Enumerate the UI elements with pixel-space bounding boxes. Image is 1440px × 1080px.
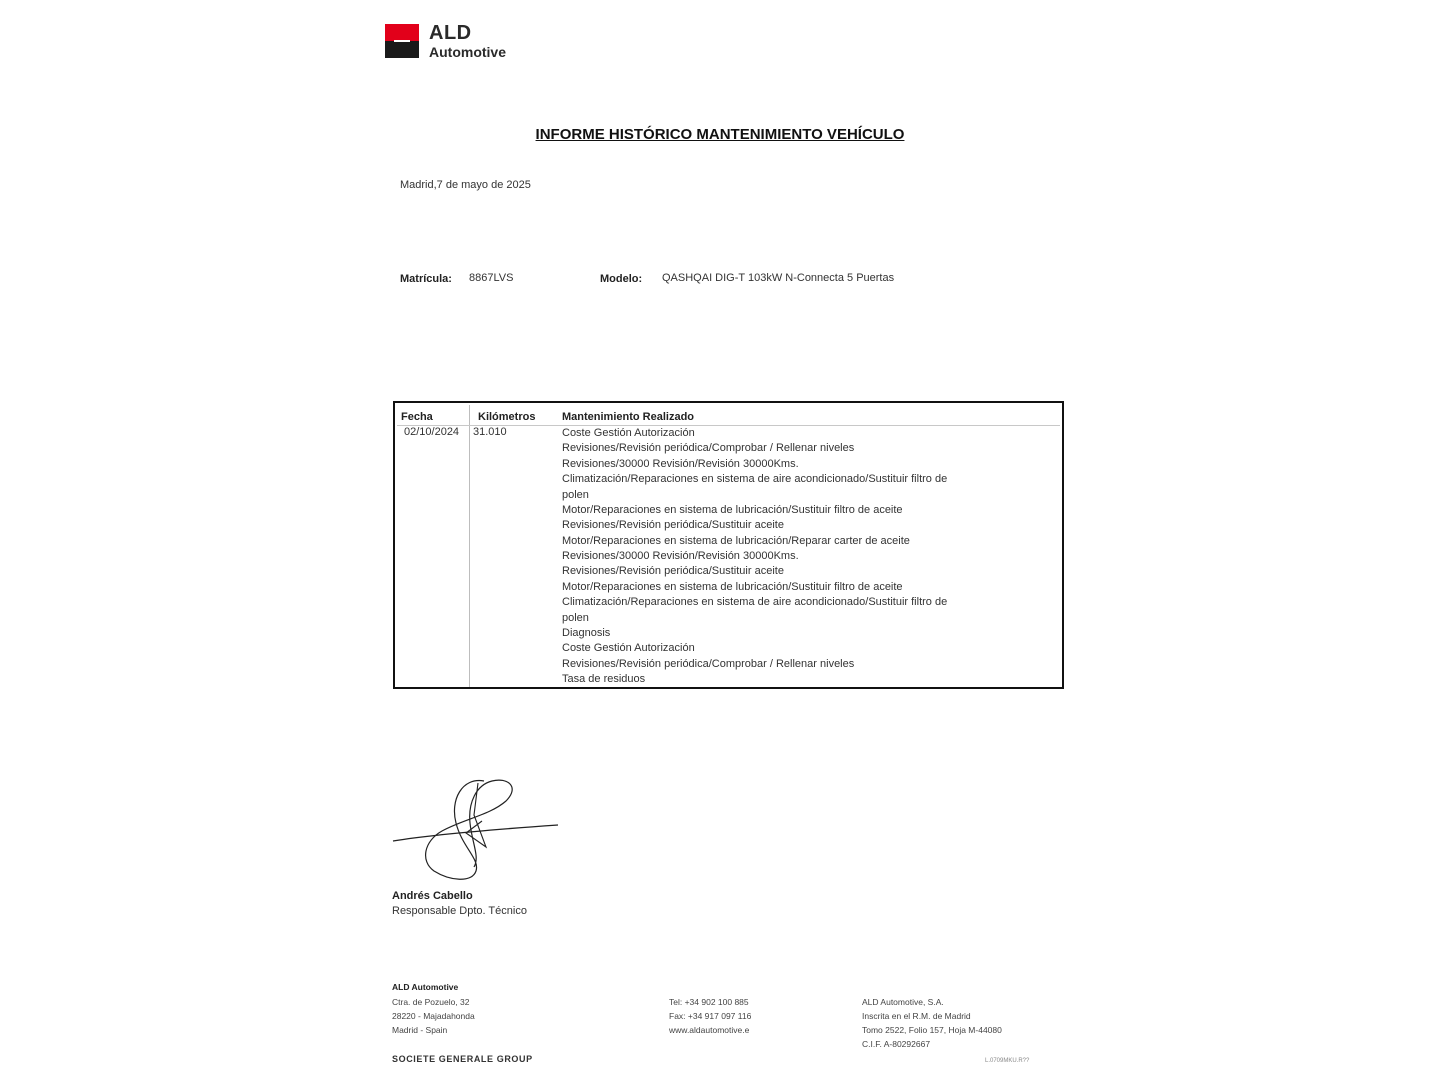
footer-ref-code: L.0709MKU.R?? [985,1058,1030,1064]
footer-tel: Tel: +34 902 100 885 [669,997,749,1007]
footer-address [392,995,475,1037]
model-label: Modelo: [600,273,643,285]
header-maintenance: Mantenimiento Realizado [562,411,695,423]
footer-legal [862,995,1002,1051]
header-date: Fecha [401,411,433,423]
plate-label: Matrícula: [400,273,452,285]
maintenance-item: Revisiones/Revisión periódica/Comprobar / Rellenar niveles [562,442,855,454]
maintenance-item: Motor/Reparaciones en sistema de lubricación/Sustituir filtro de aceite [562,581,903,593]
footer-address-line: Ctra. de Pozuelo, 32 [392,997,470,1007]
maintenance-table [393,401,1064,689]
footer-contact [669,995,751,1037]
footer-group-name: SOCIETE GENERALE GROUP [392,1054,533,1064]
footer-address-line: 28220 - Majadahonda [392,1011,475,1021]
maintenance-item: Diagnosis [562,627,611,639]
maintenance-item: Revisiones/Revisión periódica/Comprobar / Rellenar niveles [562,658,855,670]
maintenance-item: polen [562,612,589,624]
footer-web: www.aldautomotive.e [669,1025,750,1035]
ald-logo-mark [385,24,419,58]
row-date: 02/10/2024 [404,426,460,438]
footer-legal-line: C.I.F. A-80292667 [862,1039,931,1049]
maintenance-item: Motor/Reparaciones en sistema de lubricación/Reparar carter de aceite [562,535,910,547]
footer-fax: Fax: +34 917 097 116 [669,1011,752,1021]
maintenance-item: Motor/Reparaciones en sistema de lubricación/Sustituir filtro de aceite [562,504,903,516]
maintenance-item: Coste Gestión Autorización [562,642,695,654]
maintenance-item: Revisiones/Revisión periódica/Sustituir aceite [562,519,784,531]
maintenance-item: polen [562,489,589,501]
model-value: QASHQAI DIG-T 103kW N-Connecta 5 Puertas [662,272,895,284]
footer-address-line: Madrid - Spain [392,1025,448,1035]
footer-company: ALD Automotive [392,982,459,992]
column-divider [469,405,470,687]
maintenance-item: Revisiones/30000 Revisión/Revisión 30000Kms. [562,458,799,470]
header-km: Kilómetros [478,411,536,423]
row-km: 31.010 [473,426,507,438]
maintenance-item: Coste Gestión Autorización [562,427,695,439]
signer-name: Andrés Cabello [392,890,473,902]
signer-role: Responsable Dpto. Técnico [392,905,527,917]
maintenance-item: Revisiones/Revisión periódica/Sustituir aceite [562,565,784,577]
date-line: Madrid,7 de mayo de 2025 [400,179,531,191]
maintenance-item: Revisiones/30000 Revisión/Revisión 30000Kms. [562,550,799,562]
maintenance-item: Tasa de residuos [562,673,646,685]
handwritten-signature [390,775,565,885]
footer-legal-line: ALD Automotive, S.A. [862,997,944,1007]
logo-name: ALD [429,22,472,44]
logo-subname: Automotive [429,44,506,60]
maintenance-item: Climatización/Reparaciones en sistema de aire acondicionado/Sustituir filtro de [562,596,948,608]
document-title: INFORME HISTÓRICO MANTENIMIENTO VEHÍCULO [535,126,905,143]
plate-value: 8867LVS [469,272,514,284]
footer-legal-line: Tomo 2522, Folio 157, Hoja M-44080 [862,1025,1002,1035]
footer-legal-line: Inscrita en el R.M. de Madrid [862,1011,971,1021]
maintenance-item: Climatización/Reparaciones en sistema de aire acondicionado/Sustituir filtro de [562,473,948,485]
